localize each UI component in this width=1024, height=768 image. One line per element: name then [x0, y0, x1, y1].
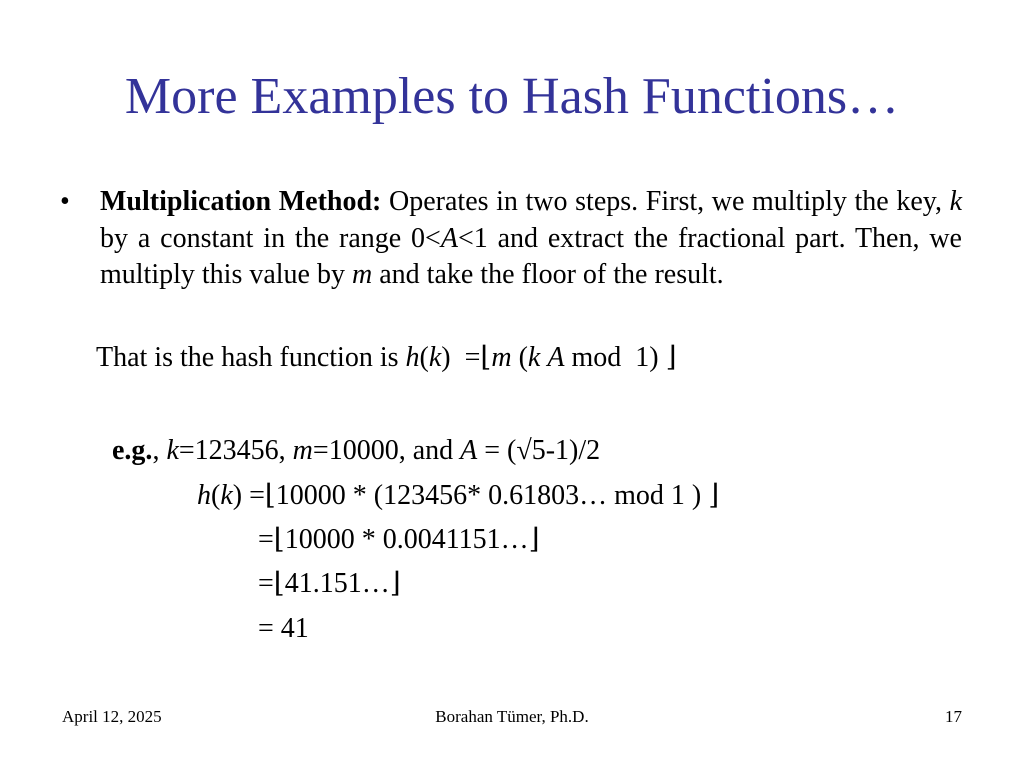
formula-middle-2: mod 1)	[564, 342, 666, 373]
var-k: k	[527, 342, 541, 373]
bullet-text-2: by a constant in the range 0<	[100, 222, 441, 254]
slide-title: More Examples to Hash Functions…	[124, 68, 900, 125]
var-A: A	[440, 222, 458, 254]
var-m: m	[352, 259, 373, 290]
example-step-4: = 41	[258, 613, 309, 644]
hash-function-definition	[96, 340, 677, 376]
definition-prefix: That is the hash function is	[96, 342, 406, 373]
formula-middle-1: (	[511, 342, 528, 373]
var-k: k	[949, 186, 963, 217]
A-value: = (√5-1)/2	[477, 435, 601, 466]
example-comma: ,	[152, 435, 167, 466]
var-h: h	[405, 342, 420, 373]
bullet-heading: Multiplication Method:	[100, 186, 382, 217]
example-step-3: =⌊41.151…⌋	[258, 568, 401, 599]
equals-sign: =	[450, 342, 481, 373]
var-A: A	[460, 435, 478, 466]
example-step-2: =⌊10000 * 0.0041151…⌋	[258, 524, 540, 555]
floor-left: ⌊	[480, 342, 492, 373]
footer-date: April 12, 2025	[62, 707, 162, 726]
m-value: =10000, and	[312, 435, 461, 466]
paren-open: (	[419, 342, 429, 373]
example-label: e.g.	[112, 435, 153, 466]
var-m: m	[292, 435, 313, 466]
floor-right: ⌋	[665, 342, 677, 373]
example-givens	[112, 433, 600, 469]
var-k: k	[428, 342, 442, 373]
var-m: m	[491, 342, 512, 373]
bullet-text-4: and take the floor of the result.	[372, 259, 724, 290]
var-A: A	[547, 342, 565, 373]
var-h: h	[197, 480, 211, 511]
var-k: k	[220, 480, 233, 511]
page-number: 17	[945, 707, 962, 726]
example-step-1	[197, 478, 719, 514]
bullet-paragraph	[100, 184, 962, 294]
paren-open: (	[211, 480, 221, 511]
bullet-text-1: Operates in two steps. First, we multiply the key,	[381, 186, 950, 217]
paren-close: )	[441, 342, 451, 373]
bullet-marker: •	[60, 186, 70, 217]
bullet-text-3: <1 and extract the fractional part. Then, we multiply this value by	[100, 222, 962, 290]
k-value: =123456,	[178, 435, 293, 466]
var-k: k	[166, 435, 179, 466]
step-1-expression: =⌊10000 * (123456* 0.61803… mod 1 ) ⌋	[242, 480, 720, 511]
footer-author: Borahan Tümer, Ph.D.	[435, 707, 589, 726]
paren-close: )	[232, 480, 243, 511]
